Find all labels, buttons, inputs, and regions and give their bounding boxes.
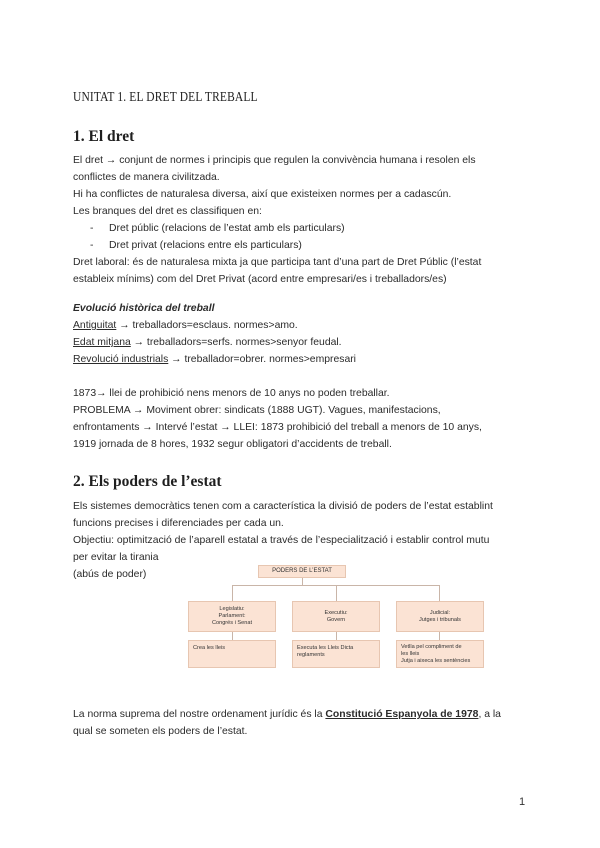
connector-line	[336, 585, 337, 601]
legislative-sub-1: Parlament:	[218, 613, 246, 619]
constitution-paragraph	[73, 706, 529, 740]
labor-law-paragraph	[73, 254, 529, 288]
connector-line	[439, 632, 440, 640]
judicial-title: Judicial:	[429, 610, 451, 616]
section-heading-el-dret: 1. El dret	[73, 128, 135, 145]
law-1873-line: 1873→ llei de prohibició nens menors de 10 anys no poden treballar.	[73, 388, 390, 399]
legislative-box	[188, 601, 276, 632]
legislative-sub-2: Congrés i Senat	[211, 620, 253, 626]
branch-public: Dret públic (relacions de l’estat amb els particulars)	[109, 223, 345, 234]
connector-line	[439, 585, 440, 601]
problem-line-2: enfrontaments → Intervé l’estat → LLEI: 1873 prohibició del treball a menors de 10 anys,	[73, 422, 482, 433]
objective-line-2: per evitar la tirania	[73, 552, 159, 563]
powers-line-2: funcions precises i diferenciades per cada un.	[73, 518, 284, 529]
legislative-desc-box	[188, 640, 276, 668]
judicial-sub: Jutges i tribunals	[419, 617, 461, 623]
powers-line-1: Els sistemes democràtics tenen com a característica la divisió de poders de l’estat establint	[73, 501, 493, 512]
evolution-block	[73, 300, 529, 368]
executive-desc-2: reglaments	[297, 652, 325, 658]
period-desc: → treballadors=serfs. normes>senyor feudal.	[130, 337, 342, 348]
unit-title: UNITAT 1. EL DRET DEL TREBALL	[73, 90, 258, 105]
period-label: Antiguitat	[73, 320, 117, 331]
executive-desc-1: Executa les Lleis Dicta	[297, 645, 354, 651]
section-heading-poders: 2. Els poders de l’estat	[73, 473, 222, 490]
connector-line	[336, 632, 337, 640]
constitution-line-1	[73, 706, 529, 723]
evolution-item	[73, 317, 529, 334]
legislative-title: Legislatiu:	[219, 606, 245, 612]
legislative-desc: Crea les lleis	[193, 645, 226, 651]
evolution-item	[73, 351, 529, 368]
branches-intro: Les branques del dret es classifiquen en:	[73, 206, 262, 217]
executive-title: Executiu:	[324, 610, 348, 616]
executive-sub: Govern	[326, 617, 346, 623]
constitution-line-2: qual se someten els poders de l’estat.	[73, 726, 248, 737]
judicial-desc-3: Jutja i aixeca les sentències	[401, 658, 471, 664]
conflicts-line: Hi ha conflictes de naturalesa diversa, així que existeixen normes per a cadascún.	[73, 189, 452, 200]
intro-line-1: El dret → conjunt de normes i principis que regulen la convivència humana i resolen els	[73, 155, 476, 166]
history-paragraph	[73, 385, 529, 453]
connector-line	[232, 585, 233, 601]
bullet-dash: -	[90, 240, 94, 251]
evolution-item	[73, 334, 529, 351]
intro-line-2: conflictes de manera civilitzada.	[73, 172, 220, 183]
period-desc: → treballador=obrer. normes>empresari	[168, 354, 356, 365]
constitution-link[interactable]: Constitució Espanyola de 1978	[325, 709, 479, 720]
executive-box	[292, 601, 380, 632]
judicial-desc-box	[396, 640, 484, 668]
objective-line-3: (abús de poder)	[73, 569, 147, 580]
intro-paragraph	[73, 152, 529, 220]
period-label: Edat mitjana	[73, 337, 131, 348]
period-label: Revolució industrials	[73, 354, 169, 365]
connector-line	[232, 632, 233, 640]
connector-line	[302, 577, 303, 585]
list-item	[90, 237, 302, 254]
objective-line-1: Objectiu: optimització de l’aparell estatal a través de l’especialització i establir control mutu	[73, 535, 490, 546]
judicial-box	[396, 601, 484, 632]
judicial-desc-1: Vetlla pel compliment de	[401, 644, 462, 650]
problem-line-3: 1919 jornada de 8 hores, 1932 segur obligatori d’accidents de treball.	[73, 439, 392, 450]
bullet-dash: -	[90, 223, 94, 234]
diagram-root-box: PODERS DE L’ESTAT	[258, 565, 346, 578]
list-item	[90, 220, 345, 237]
branch-private: Dret privat (relacions entre els particulars)	[109, 240, 302, 251]
executive-desc-box	[292, 640, 380, 668]
period-desc: → treballadors=esclaus. normes>amo.	[116, 320, 298, 331]
page-number: 1	[519, 796, 526, 808]
judicial-desc-2: les lleis	[401, 651, 420, 657]
constitution-post: , a la	[478, 709, 501, 720]
constitution-pre: La norma suprema del nostre ordenament jurídic és la	[73, 709, 326, 720]
evolution-heading: Evolució històrica del treball	[73, 303, 215, 314]
labor-line-2: estableix mínims) com del Dret Privat (acord entre empresari/es i treballadors/es)	[73, 274, 447, 285]
labor-line-1: Dret laboral: és de naturalesa mixta ja que participa tant d’una part de Dret Públic (l’estat	[73, 257, 482, 268]
problem-line-1: PROBLEMA → Moviment obrer: sindicats (1888 UGT). Vagues, manifestacions,	[73, 405, 441, 416]
